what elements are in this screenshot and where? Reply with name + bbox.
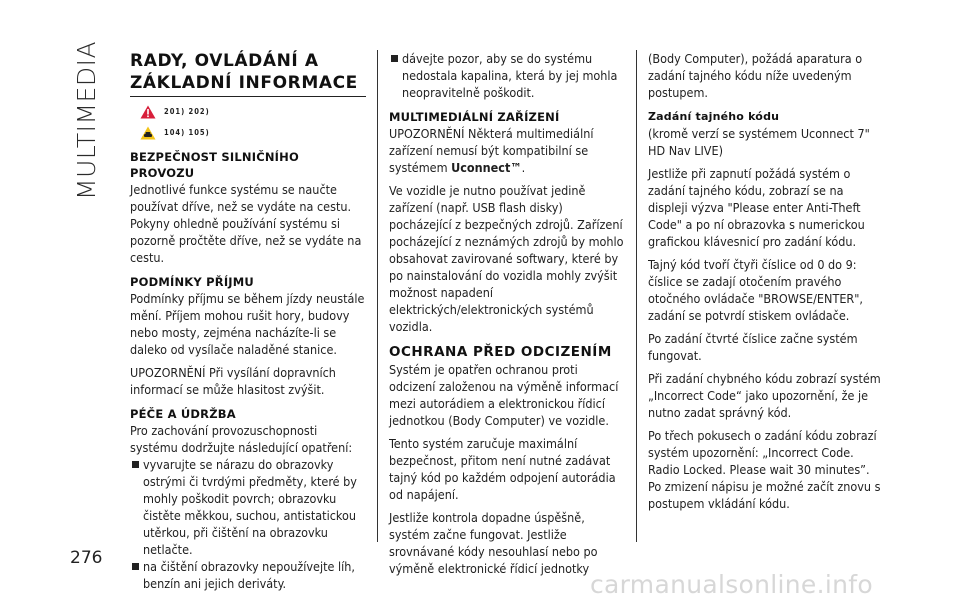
column-divider-2 xyxy=(636,50,637,542)
paragraph-care: Pro zachování provozuschopnosti systému dodržujte následující opatření: xyxy=(130,423,353,455)
page-title-line-1: RADY, OVLÁDÁNÍ A xyxy=(130,51,319,71)
heading-road-safety: BEZPEČNOST SILNIČNÍHO PROVOZU xyxy=(130,150,299,180)
paragraph-code-3: Po zadání čtvrté číslice začne systém fungovat. xyxy=(648,331,858,363)
column-3 xyxy=(648,50,884,518)
paragraph-safe-sources: Ve vozidle je nutno používat jedině zařízení (např. USB flash disky) pocházející z bezpečných zdrojů. Zařízení pocházející z neznámých zdrojů by mohlo obsahovat zavirované softwary, které by po nainstalování do vozidla mohly zvýšit možnost napadení elektrických/elektronických systémů vozidla. xyxy=(389,183,624,334)
heading-care: PÉČE A ÚDRŽBA xyxy=(130,407,236,421)
device-compat-end: . xyxy=(521,160,526,175)
paragraph-versions: (kromě verzí se systémem Uconnect 7" HD Nav LIVE) xyxy=(648,126,870,158)
heading-media-devices: MULTIMEDIÁLNÍ ZAŘÍZENÍ xyxy=(389,110,560,124)
uconnect-brand: Uconnect™ xyxy=(451,160,522,175)
paragraph-theft-3: Jestliže kontrola dopadne úspěšně, systém začne fungovat. Jestliže srovnávané kódy nesouhlasí nebo po výměně elektronické řídicí jednotky xyxy=(389,510,598,576)
column-2 xyxy=(389,50,625,583)
page-title xyxy=(130,50,366,97)
column-1 xyxy=(130,50,366,598)
bullet-screen-cleaning: na čištění obrazovky nepoužívejte líh, benzín ani jejich deriváty. xyxy=(130,558,366,592)
paragraph-theft-2: Tento systém zaručuje maximální bezpečnost, přitom není nutné zadávat tajný kód po každém odpojení autorádia od napájení. xyxy=(389,436,616,502)
page-number: 276 xyxy=(70,548,103,568)
paragraph-code-4: Při zadání chybného kódu zobrazí systém „Incorrect Code“ jako upozornění, že je nutno zadat správný kód. xyxy=(648,371,881,420)
caution-reference-row xyxy=(140,124,366,141)
page-title-line-2: ZÁKLADNÍ INFORMACE xyxy=(130,73,358,93)
paragraph-theft-1: Systém je opatřen ochranou proti odcizení založenou na výměně informací mezi autorádiem a elektronickou řídicí jednotkou (Body Computer) ve vozidle. xyxy=(389,362,619,428)
caution-car-icon xyxy=(140,126,156,140)
paragraph-code-2: Tajný kód tvoří čtyři číslice od 0 do 9: číslice se zadají otočením pravého otočného ovládače "BROWSE/ENTER", zadání se potvrdí stiskem ovládače. xyxy=(648,257,863,323)
watermark-text: carmanualsonline.info xyxy=(590,570,873,599)
paragraph-code-1: Jestliže při zapnutí požádá systém o zadání tajného kódu, zobrazí se na displeji výzva "Please enter Anti-Theft Code" a po ní obrazovka s numerickou grafickou klávesnicí pro zadání kódu. xyxy=(648,166,865,249)
paragraph-reception: Podmínky příjmu se během jízdy neustále mění. Příjem mohou rušit hory, budovy nebo mosty, zejména nacházíte-li se daleko od vysílače naladěné stanice. xyxy=(130,291,365,357)
section-side-tab-label: MULTIMEDIA xyxy=(72,40,101,200)
paragraph-road-safety: Jednotlivé funkce systému se naučte používat dříve, než se vydáte na cestu. Pokyny ohledně používání systému si pozorně pročtěte dříve, než se vydáte na cestu. xyxy=(130,182,362,265)
paragraph-code-5: Po třech pokusech o zadání kódu zobrazí systém upozornění: „Incorrect Code. Radio Locked. Please wait 30 minutes”. Po zmizení nápisu je možné začít znovu s postupem vkládání kódu. xyxy=(648,428,881,511)
warning-reference-row xyxy=(140,103,366,120)
paragraph-volume-caution: UPOZORNĚNÍ Při vysílání dopravních informací se může hlasitost zvýšit. xyxy=(130,365,336,397)
heading-secret-code: Zadání tajného kódu xyxy=(648,110,780,123)
warning-triangle-icon xyxy=(140,105,156,119)
device-compat-text: UPOZORNĚNÍ Některá multimediální zařízení nemusí být kompatibilní se systémem xyxy=(389,126,594,175)
bullet-screen-impact: vyvarujte se nárazu do obrazovky ostrými či tvrdými předměty, které by mohly poškodit povrch; obrazovku čistěte měkkou, suchou, antistatickou utěrkou, při čištění na obrazovku netlačte. xyxy=(130,456,366,558)
paragraph-device-compat xyxy=(389,125,625,176)
heading-anti-theft: OCHRANA PŘED ODCIZENÍM xyxy=(389,344,612,360)
warning-references: 201) 202) xyxy=(164,107,210,116)
heading-reception: PODMÍNKY PŘÍJMU xyxy=(130,275,254,289)
column-divider-1 xyxy=(377,50,378,542)
section-side-tab xyxy=(70,40,104,200)
caution-references: 104) 105) xyxy=(164,128,210,137)
paragraph-continued: (Body Computer), požádá aparatura o zadání tajného kódu níže uvedeným postupem. xyxy=(648,51,863,100)
bullet-liquid: dávejte pozor, aby se do systému nedostala kapalina, která by jej mohla neopravitelně poškodit. xyxy=(389,50,625,101)
